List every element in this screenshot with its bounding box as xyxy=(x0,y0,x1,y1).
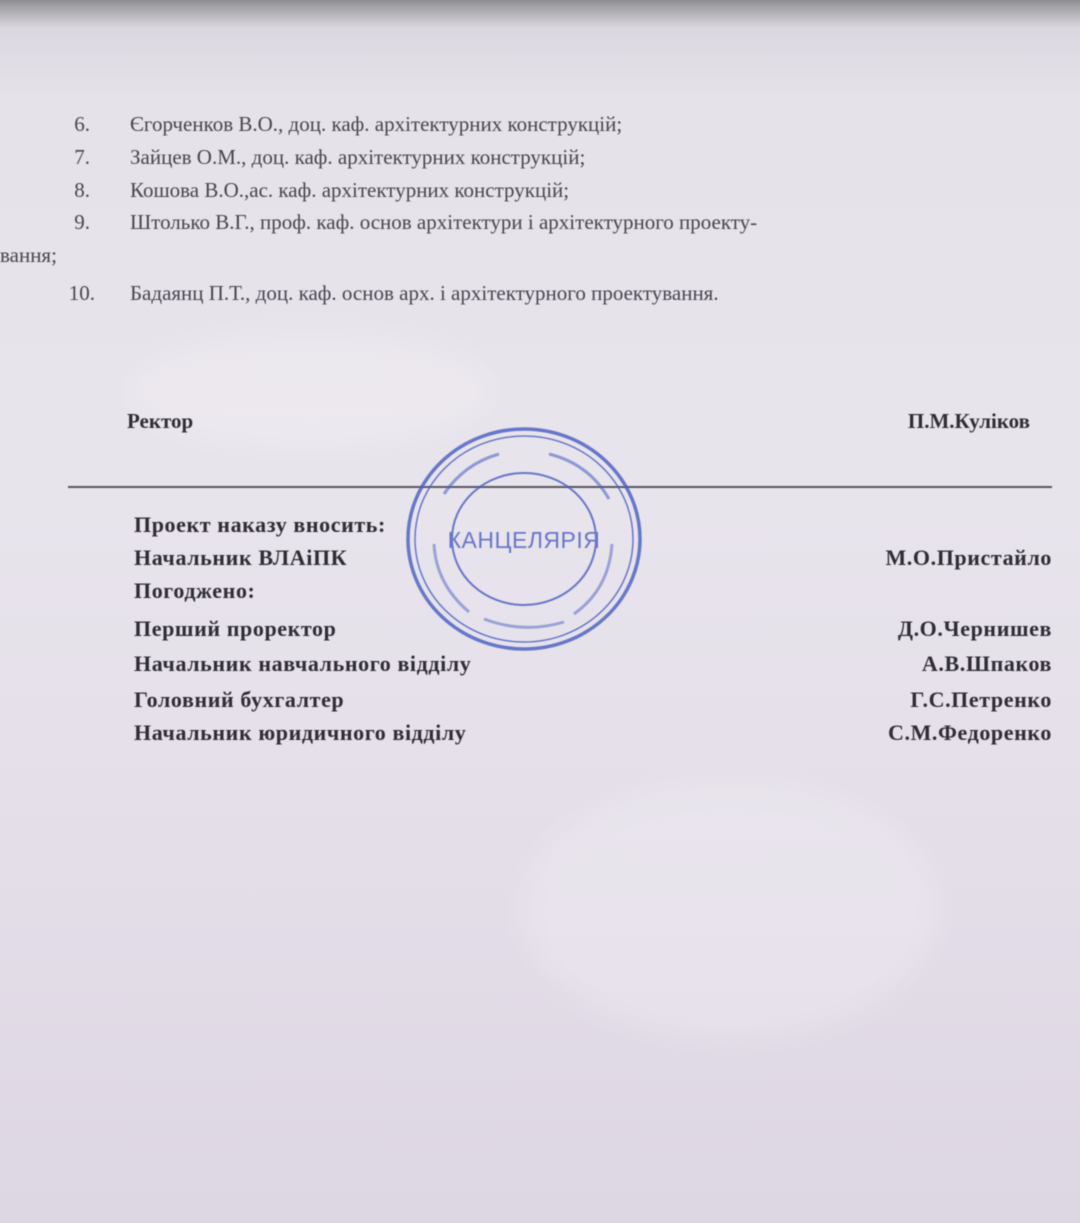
approval-role: Начальник навчального відділу xyxy=(134,651,472,676)
approval-role: Проект наказу вносить: xyxy=(134,512,386,537)
approval-name: Г.С.Петренко xyxy=(910,687,1052,712)
list-text: Кошова В.О.,ас. каф. архітектурних конструкцій; xyxy=(130,178,570,202)
list-number: 9. xyxy=(74,210,90,234)
approval-name: М.О.Пристайло xyxy=(885,545,1052,570)
approval-role: Перший проректор xyxy=(134,616,337,641)
rector-name: П.М.Куліков xyxy=(907,409,1030,433)
office-stamp xyxy=(404,424,644,654)
list-number: 7. xyxy=(74,145,90,169)
approval-name: С.М.Федоренко xyxy=(887,720,1052,745)
stamp-center-text: КАНЦЕЛЯРІЯ xyxy=(447,527,601,553)
approval-role: Начальник ВЛАіПК xyxy=(134,545,348,570)
list-text: Єгорченков В.О., доц. каф. архітектурних конструкцій; xyxy=(130,112,623,136)
list-number: 8. xyxy=(74,178,90,202)
list-text: вання; xyxy=(0,243,57,267)
approval-name: А.В.Шпаков xyxy=(921,651,1052,676)
list-text: Штолько В.Г., проф. каф. основ архітектури і архітектурного проекту- xyxy=(130,210,758,234)
approval-role: Начальник юридичного відділу xyxy=(134,720,467,745)
list-number: 6. xyxy=(74,112,90,136)
list-text: Зайцев О.М., доц. каф. архітектурних конструкцій; xyxy=(130,145,586,169)
rector-label: Ректор xyxy=(127,409,194,433)
approval-role: Головний бухгалтер xyxy=(134,687,345,712)
approval-role: Погоджено: xyxy=(134,578,256,603)
approval-name: Д.О.Чернишев xyxy=(897,616,1052,641)
list-item-continuation xyxy=(0,243,57,268)
list-number: 10. xyxy=(68,281,95,305)
list-text: Бадаянц П.Т., доц. каф. основ арх. і архітектурного проектування. xyxy=(130,281,719,305)
